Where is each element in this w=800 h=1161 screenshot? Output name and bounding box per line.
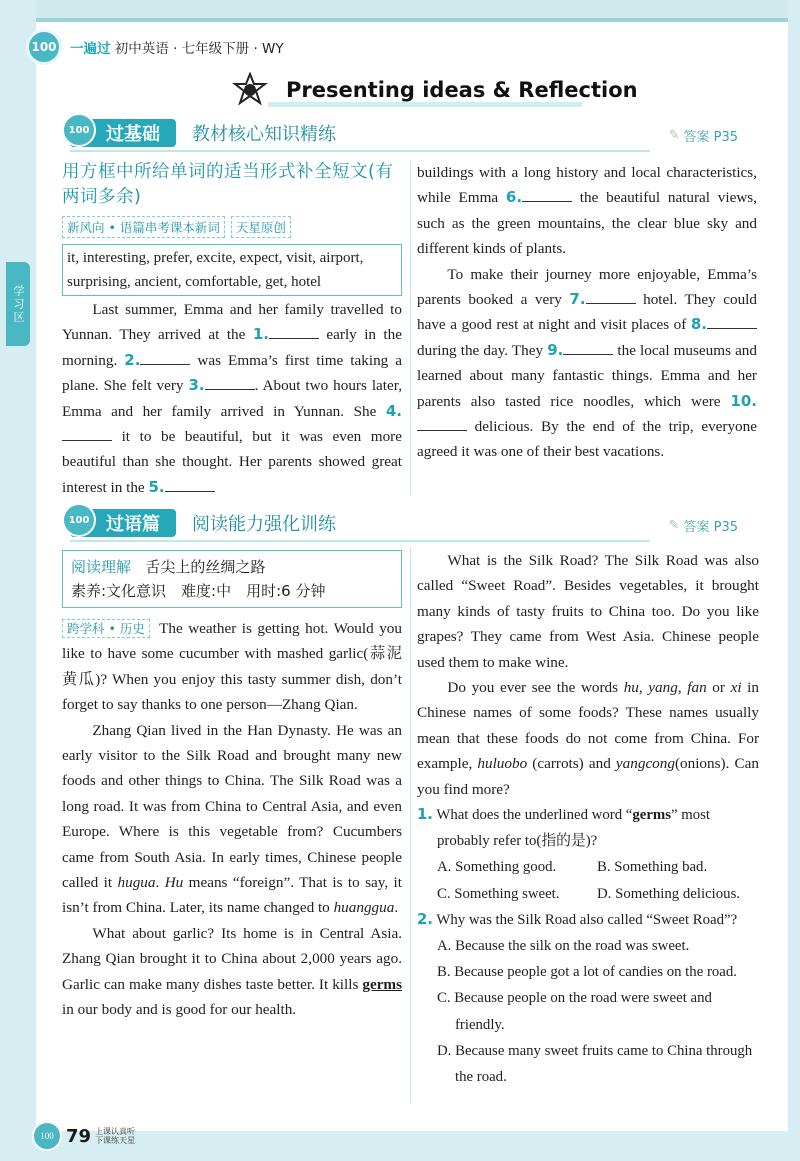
blank-number: 9.	[547, 340, 564, 359]
answer-reference	[669, 126, 738, 145]
reading-info-box	[62, 550, 402, 608]
section-banner-reading	[70, 508, 336, 538]
mascot-icon: 100	[62, 503, 96, 537]
blank-number: 7.	[569, 290, 586, 309]
section-divider	[70, 540, 650, 542]
word-box: it, interesting, prefer, excite, expect, visit, airport, surprising, ancient, comfortable, get, hotel	[62, 244, 402, 296]
pen-icon: ✎	[668, 128, 680, 143]
paragraph: To make their journey more enjoyable, Emma’s parents booked a very 7. hotel. They could have a good rest at night and visit places of 8. during the day. They 9. the local museums and learned about many fantastic things. Emma and her parents also tasted rice noodles, which were 10. delicious. By the end of the trip, everyone agreed it was one of their best vacations.	[417, 265, 757, 461]
option-b[interactable]: B. Something bad.	[597, 859, 708, 876]
paragraph: Do you ever see the words hu, yang, fan or xi in Chinese names of some foods? These names usually mean that these foods do not come from China. For example, huluobo (carrots) and yangcong(onions). Can you find more?	[417, 679, 759, 798]
reading-passage-left	[62, 616, 402, 1023]
page-title-text: Presenting ideas & Reflection	[286, 78, 638, 102]
blank-number: 5.	[148, 477, 165, 496]
paragraph: What about garlic? Its home is in Central Asia. Zhang Qian brought it to China about 2,000 years ago. Garlic can make many dishes taste better. It kills germs in our body and is good for our health.	[62, 924, 402, 1019]
mascot-icon: 100	[32, 1121, 62, 1151]
blank-line[interactable]	[205, 376, 255, 390]
blank-number: 6.	[505, 188, 523, 207]
blank-number: 4.	[385, 401, 402, 420]
page-footer	[32, 1121, 135, 1151]
book-header	[70, 37, 284, 57]
section-banner-basics	[70, 118, 336, 148]
blank-line[interactable]	[62, 427, 112, 441]
column-divider	[410, 548, 411, 1104]
mascot-icon: 100	[26, 29, 62, 65]
paragraph: What is the Silk Road? The Silk Road was also called “Sweet Road”. Besides vegetables, it brought many kinds of tasty fruits to China too. Do you like grapes? They came from West Asia. Chinese people used them to make wine.	[417, 552, 759, 671]
paragraph: 跨学科 • 历史 The weather is getting hot. Would you like to have some cucumber with mashed garlic(蒜泥黄瓜)? When you enjoy this tasty summer dish, don’t forget to say thanks to one person—Zhang Qian.	[62, 620, 402, 714]
option-a[interactable]: A. Something good.	[437, 859, 557, 876]
book-name: 初中英语 · 七年级下册 · WY	[114, 41, 284, 57]
section-subtitle: 教材核心知识精练	[192, 124, 336, 145]
underlined-word: germs	[362, 975, 402, 993]
question-stem: 1. What does the underlined word “germs” most probably refer to(指的是)?	[417, 806, 711, 850]
blank-line[interactable]	[586, 290, 636, 304]
brand-name: 一遍过	[70, 41, 111, 57]
subject-tag: 跨学科 • 历史	[62, 619, 150, 638]
question-heading: 用方框中所给单词的适当形式补全短文(有两词多余)	[62, 162, 394, 207]
blank-number: 10.	[730, 391, 757, 410]
tag-new-trend: 新风向 • 语篇串考课本新词	[62, 216, 225, 238]
option-c[interactable]: C. Because people on the road were sweet and friendly.	[437, 990, 712, 1033]
options-row	[417, 854, 759, 880]
info-line-2: 素养:文化意识 难度:中 用时:6 分钟	[71, 582, 326, 600]
options-row	[417, 881, 759, 907]
page-number: 79	[66, 1125, 92, 1147]
answer-reference	[669, 516, 738, 535]
pen-icon: ✎	[668, 518, 680, 533]
question-stem: 2. Why was the Silk Road also called “Sweet Road”?	[417, 910, 738, 928]
paragraph: buildings with a long history and local characteristics, while Emma 6. the beautiful natural views, such as the green mountains, the clear blue sky and different kinds of plants.	[417, 164, 757, 258]
running-header	[26, 30, 284, 64]
blank-line[interactable]	[269, 325, 319, 339]
paragraph: Zhang Qian lived in the Han Dynasty. He was an early visitor to the Silk Road and brought many new foods and other things to China. The Silk Road was a long road. It was from China to Central Asia, and even Europe. Where is this vegetable from? Cucumbers came from South Asia. In early times, Chinese people called it hugua. Hu means “foreign”. That is to say, it isn’t from China. Later, its name changed to huanggua.	[62, 721, 403, 917]
reading-passage-right	[417, 548, 759, 1090]
answer-reference-text: 答案 P35	[683, 130, 738, 145]
info-line-1	[71, 555, 393, 579]
section-tag-label: 过语篇	[106, 514, 160, 535]
tag-original: 天星原创	[231, 216, 291, 238]
answer-reference-text: 答案 P35	[683, 520, 738, 535]
question-2	[417, 907, 759, 1090]
blank-line[interactable]	[522, 188, 572, 202]
side-tab-study-area: 学习区	[6, 262, 30, 346]
question-tags	[62, 216, 291, 238]
blank-number: 3.	[188, 376, 205, 395]
page-frame-left	[0, 0, 36, 1161]
blank-line[interactable]	[417, 417, 467, 431]
blank-number: 2.	[124, 350, 141, 369]
option-a[interactable]: A. Because the silk on the road was sweet.	[437, 938, 690, 955]
page-frame-right	[788, 0, 800, 1161]
star-badge-icon	[232, 72, 268, 108]
mascot-icon: 100	[62, 113, 96, 147]
reading-title: 舌尖上的丝绸之路	[145, 558, 266, 576]
question-1	[417, 802, 759, 907]
footer-slogan: 上课认真听 下课练天星	[95, 1127, 136, 1145]
section-tag-label: 过基础	[106, 124, 160, 145]
option-d[interactable]: D. Something delicious.	[597, 885, 741, 902]
cloze-passage-right	[417, 160, 757, 465]
option-c[interactable]: C. Something sweet.	[437, 885, 560, 902]
option-d[interactable]: D. Because many sweet fruits came to China through the road.	[437, 1042, 753, 1086]
column-divider	[410, 160, 411, 496]
section-divider	[70, 150, 650, 152]
section-subtitle: 阅读能力强化训练	[192, 514, 336, 535]
page-frame-top	[0, 0, 800, 22]
info-label: 阅读理解	[71, 558, 132, 576]
section-tag-basics	[70, 119, 176, 147]
cloze-passage-left: Last summer, Emma and her family travelled to Yunnan. They arrived at the 1. early in the morning. 2. was Emma’s first time taking a plane. She felt very 3. . About two hours later, Emma and her family arrived in Yunnan. She 4. it to be beautiful, but it was even more beautiful than she thought. Her parents showed great interest in the 5.	[62, 301, 403, 496]
blank-line[interactable]	[140, 351, 190, 365]
page-title	[232, 70, 638, 110]
blank-number: 8.	[690, 315, 707, 334]
option-b[interactable]: B. Because people got a lot of candies on the road.	[437, 964, 737, 981]
section-tag-reading	[70, 509, 176, 537]
blank-line[interactable]	[707, 315, 757, 329]
blank-number: 1.	[252, 325, 269, 344]
blank-line[interactable]	[165, 478, 215, 492]
blank-line[interactable]	[563, 341, 613, 355]
